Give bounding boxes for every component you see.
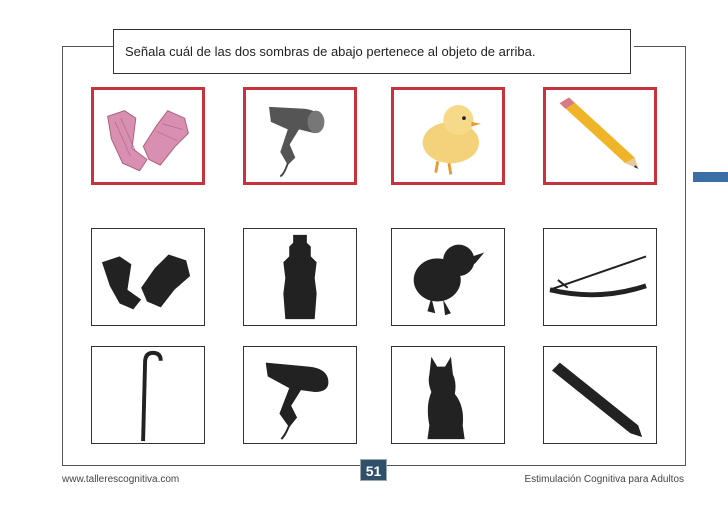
shadow-bow[interactable] xyxy=(543,228,657,326)
shadow-pajamas[interactable] xyxy=(91,228,205,326)
hair-dryer-shadow-icon xyxy=(244,347,356,443)
hair-dryer-icon xyxy=(246,90,354,182)
shadow-chick[interactable] xyxy=(391,228,505,326)
instruction-box xyxy=(113,29,631,74)
pajamas-shadow-icon xyxy=(92,229,204,325)
shadow-cat[interactable] xyxy=(391,346,505,444)
shadow-cane[interactable] xyxy=(91,346,205,444)
object-chick[interactable] xyxy=(391,87,505,185)
cane-shadow-icon xyxy=(92,347,204,443)
object-pajamas[interactable] xyxy=(91,87,205,185)
pencil-shadow-icon xyxy=(544,347,656,443)
shadow-pencil[interactable] xyxy=(543,346,657,444)
instruction-text: Señala cuál de las dos sombras de abajo pertenece al objeto de arriba. xyxy=(125,44,536,59)
bow-shadow-icon xyxy=(544,229,656,325)
object-pencil[interactable] xyxy=(543,87,657,185)
footer-title: Estimulación Cognitiva para Adultos xyxy=(524,474,684,485)
page-number: 51 xyxy=(360,459,387,481)
tab-marker xyxy=(693,172,728,182)
shadow-bottle[interactable] xyxy=(243,228,357,326)
chick-shadow-icon xyxy=(392,229,504,325)
chick-icon xyxy=(394,90,502,182)
pajamas-icon xyxy=(94,90,202,182)
object-hair-dryer[interactable] xyxy=(243,87,357,185)
shadow-hair-dryer[interactable] xyxy=(243,346,357,444)
footer-website[interactable]: www.tallerescognitiva.com xyxy=(62,474,180,485)
cat-shadow-icon xyxy=(392,347,504,443)
pencil-icon xyxy=(546,90,654,182)
bottle-shadow-icon xyxy=(244,229,356,325)
